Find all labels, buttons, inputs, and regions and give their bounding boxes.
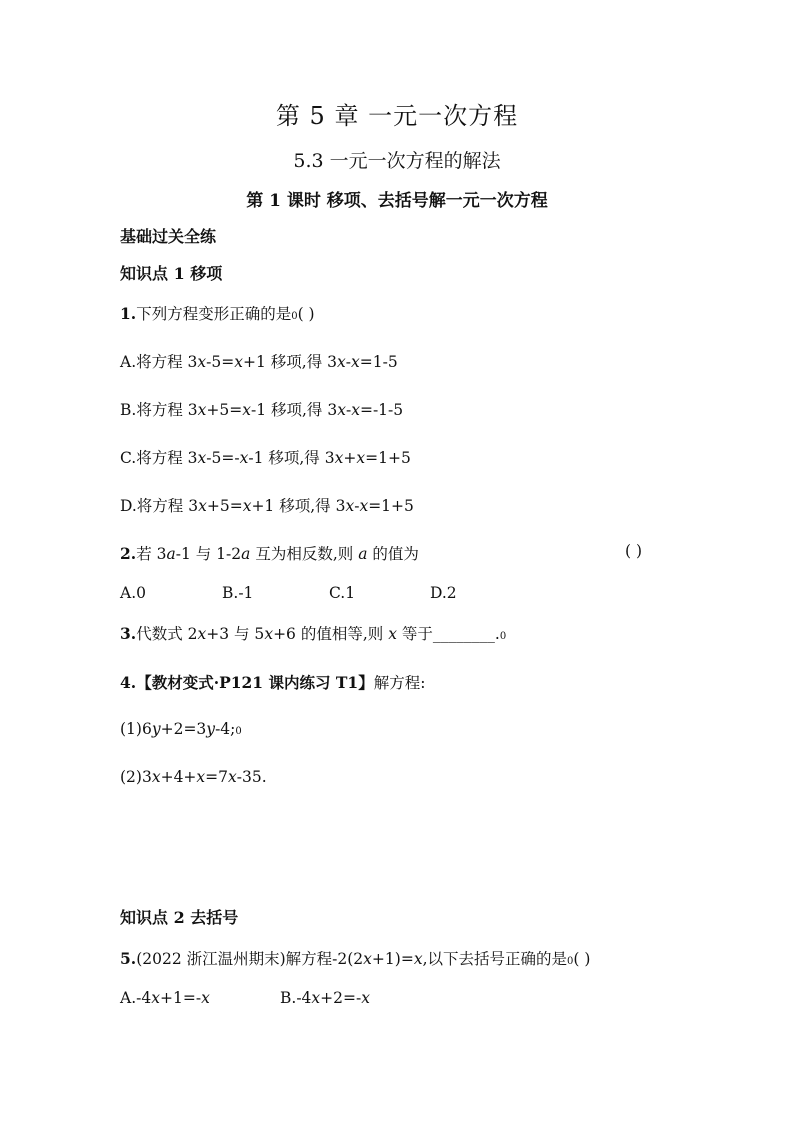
q2-option-b: B.-1 — [222, 584, 254, 602]
q3-answer-blank: ________ — [432, 625, 495, 643]
q4-part-2: (2)3x+4+x=7x-35. — [120, 768, 267, 786]
question-2: 2.若 3a-1 与 1-2a 互为相反数,则 a 的值为 — [120, 544, 419, 563]
q4-part-1: (1)6y+2=3y-4;0 — [120, 720, 242, 738]
lesson-title: 第 1 课时 移项、去括号解一元一次方程 — [246, 191, 548, 211]
q2-answer-paren: ( ) — [625, 542, 643, 560]
q2-option-a: A.0 — [120, 584, 146, 602]
chapter-title: 第 5 章 一元一次方程 — [275, 102, 519, 130]
q5-option-b: B.-4x+2=-x — [280, 989, 370, 1007]
question-4: 4.【教材变式·P121 课内练习 T1】解方程: — [120, 673, 426, 692]
question-3: 3.代数式 2x+3 与 5x+6 的值相等,则 x 等于________.0 — [120, 624, 507, 643]
question-5: 5.(2022 浙江温州期末)解方程-2(2x+1)=x,以下去括号正确的是0( ) — [120, 949, 591, 968]
q1-option-c: C.将方程 3x-5=-x-1 移项,得 3x+x=1+5 — [120, 449, 411, 467]
q1-option-d: D.将方程 3x+5=x+1 移项,得 3x-x=1+5 — [120, 497, 414, 515]
q1-option-a: A.将方程 3x-5=x+1 移项,得 3x-x=1-5 — [120, 353, 398, 371]
knowledge-point-2: 知识点 2 去括号 — [120, 908, 239, 927]
section-title: 5.3 一元一次方程的解法 — [293, 150, 501, 172]
q2-option-c: C.1 — [329, 584, 356, 602]
q5-option-a: A.-4x+1=-x — [120, 989, 210, 1007]
q2-option-d: D.2 — [430, 584, 457, 602]
q1-option-b: B.将方程 3x+5=x-1 移项,得 3x-x=-1-5 — [120, 401, 404, 419]
part-title: 基础过关全练 — [120, 227, 217, 246]
question-1: 1.下列方程变形正确的是0( ) — [120, 304, 315, 323]
knowledge-point-1: 知识点 1 移项 — [120, 264, 223, 283]
